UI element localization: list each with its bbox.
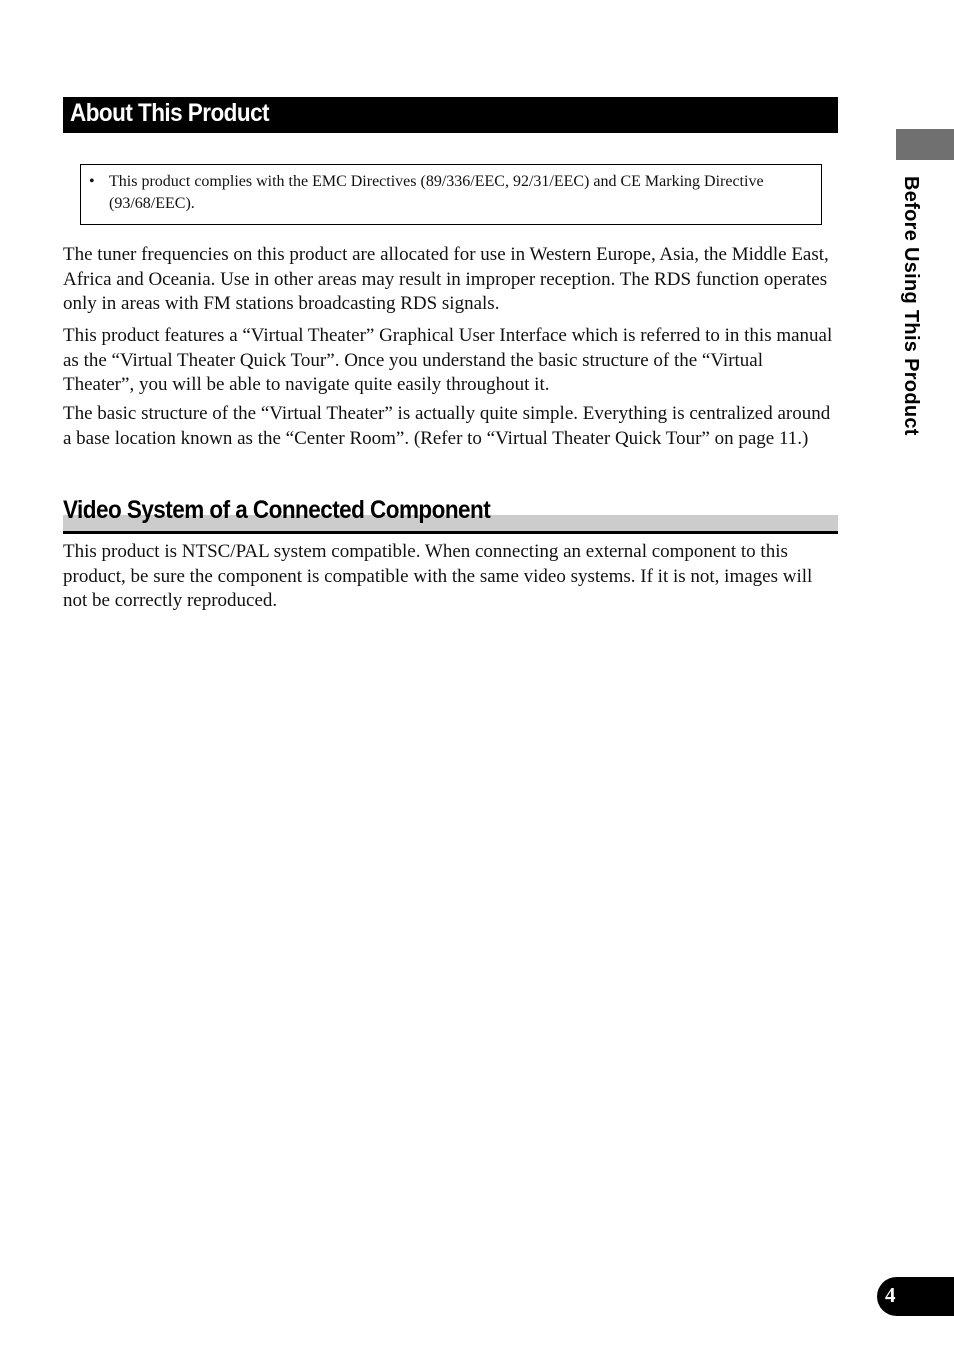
paragraph-virtual-theater-structure: The basic structure of the “Virtual Theater” is actually quite simple. Everything is centralized around a base location known as the “Center Room”. (Refer to “Virtual Theater Quick Tour” on page 11.) [63,403,831,449]
paragraph-video-system: This product is NTSC/PAL system compatible. When connecting an external component to this product, be sure the component is compatible with the same video systems. If it is not, images will not be correctly reproduced. [63,541,813,611]
section-heading-about-title: About This Product [70,99,270,127]
paragraph-tuner-frequencies: The tuner frequencies on this product are allocated for use in Western Europe, Asia, the Middle East, Africa and Oceania. Use in other areas may result in improper reception. The RDS function operates only in areas with FM stations broadcasting RDS signals. [63,244,829,314]
page-number-tab [877,1277,954,1316]
compliance-note-text: This product complies with the EMC Directives (89/336/EEC, 92/31/EEC) and CE Marking Directive (93/68/EEC). [109,173,764,212]
section-heading-about [63,97,838,133]
chapter-tab-marker [896,129,954,160]
chapter-tab-label: Before Using This Product [900,176,922,436]
bullet-icon: • [89,173,95,190]
page-number: 4 [885,1283,896,1307]
compliance-note-box [80,164,822,225]
paragraph-virtual-theater-intro: This product features a “Virtual Theater” Graphical User Interface which is referred to in this manual as the “Virtual Theater Quick Tour”. Once you understand the basic structure of the “Virtual Theater”, you will be able to navigate quite easily throughout it. [63,325,833,395]
section-heading-video-title: Video System of a Connected Component [63,496,491,524]
